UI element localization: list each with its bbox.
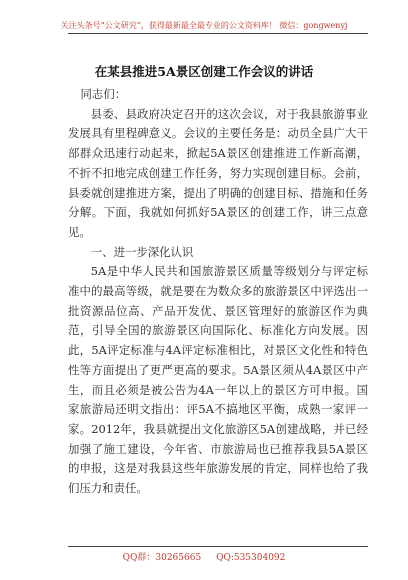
document-title: 在某县推进5A景区创建工作会议的讲话 — [94, 64, 314, 79]
footer — [0, 550, 408, 563]
salutation: 同志们： — [80, 87, 127, 101]
document-body — [68, 85, 368, 499]
header-rule — [68, 33, 368, 34]
footer-rule — [68, 546, 368, 547]
header-note: 关注头条号“公文研究”，获得最新最全最专业的公文资料库！ 微信：gongwenyj — [60, 21, 348, 30]
paragraph-body: 5A是中华人民共和国旅游景区质量等级划分与评定标准中的最高等级，就是要在为数众多的旅游景区中评选出一批资源品位高、产品开发优、景区管理好的旅游区作为典范，引导全国的旅游景区向国际化、标准化方向发展。因此，5A评定标准与4A评定标准相比，对景区文化性和特色性等方面提出了更严更高的要求。5A景区须从4A景区中产生，而且必须是被公告为4A一年以上的景区方可申报。国家旅游局还明文指出：评5A不搞地区平衡，成熟一家评一家。2012年，我县就提出文化旅游区5A创建战略，并已经加强了施工建设，今年省、市旅游局也已推荐我县5A景区的申报，这是对我县这些年旅游发展的肯定，同样也给了我们压力和责任。 — [68, 264, 368, 496]
section-heading: 一、进一步深化认识 — [90, 244, 194, 259]
paragraph-intro: 县委、县政府决定召开的这次会议，对于我县旅游事业发展具有里程碑意义。会议的主要任务是：动员全县广大干部群众迅速行动起来，掀起5A景区创建推进工作新高潮，不折不扣地完成创建工作任务，努力实现创建目标。会前，县委就创建推进方案，提出了明确的创建目标、措施和任务分解。下面，我就如何抓好5A景区的创建工作，讲三点意见。 — [68, 106, 368, 239]
footer-qq: QQ:535304092 — [216, 553, 286, 563]
footer-qq-group: QQ群：30265665 — [122, 553, 202, 563]
